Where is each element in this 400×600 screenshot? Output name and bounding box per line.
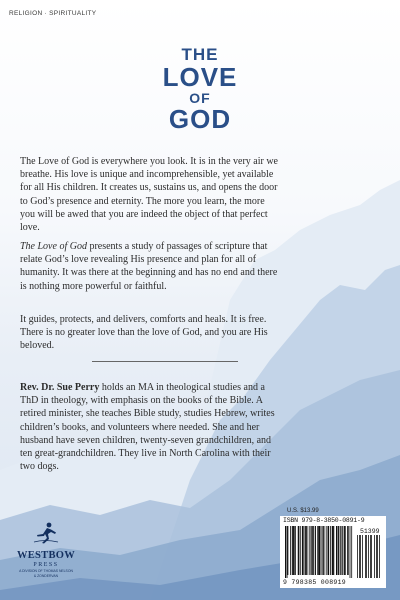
barcode-bar xyxy=(326,526,327,575)
barcode-bar xyxy=(309,526,310,575)
barcode-addon-bar xyxy=(357,535,358,578)
barcode-bar xyxy=(347,526,348,575)
publisher-name: WESTBOW xyxy=(16,550,76,561)
publisher-tagline-2: & ZONDERVAN xyxy=(33,574,59,579)
book-title-italic: The Love of God xyxy=(20,241,87,252)
barcode-bar xyxy=(330,526,331,575)
barcode-bar xyxy=(305,526,306,575)
author-bio-text: holds an MA in theological studies and a ThD in theology, with emphasis on the books of the Bible. A retired minister, she teaches Bible study, studies Hebrew, writes children’s books, and volunteers where needed. She and her husband have seven children, twenty-seven grandchildren, and ten great-grandchildren. They live in North Carolina with their two dogs. xyxy=(20,382,275,473)
barcode-bar xyxy=(340,526,341,575)
description-paragraph-2-text: presents a study of passages of scripture that relate God’s love revealing His presence and plan for all of humanity. It was there at the beginning and has no end and there is nothing more powerful or faithful. xyxy=(20,241,278,292)
price-code: 51399 xyxy=(360,528,380,535)
isbn-barcode xyxy=(280,516,386,588)
barcode-bar xyxy=(321,526,322,575)
publisher-tagline-1: A DIVISION OF THOMAS NELSON xyxy=(19,569,73,573)
barcode-bar xyxy=(313,526,314,575)
barcode-addon-bar xyxy=(371,535,372,578)
barcode-bar xyxy=(317,526,318,575)
barcode-bar xyxy=(300,526,301,575)
barcode-bar xyxy=(312,526,313,575)
barcode-bars xyxy=(283,526,383,578)
barcode-bar xyxy=(342,526,343,575)
barcode-addon-bar xyxy=(362,535,363,578)
barcode-bar xyxy=(344,526,345,575)
publisher-press: PRESS xyxy=(33,562,59,568)
isbn-text: ISBN 979-8-3850-0891-9 xyxy=(283,517,365,524)
runner-logo-icon xyxy=(32,522,60,544)
title-line-love: LOVE xyxy=(162,62,238,92)
barcode-bar xyxy=(299,526,300,575)
barcode-addon-bar xyxy=(377,535,378,578)
barcode-bar xyxy=(306,526,307,575)
barcode-number: 9 798385 008919 xyxy=(283,579,347,586)
barcode-bar xyxy=(339,526,340,575)
barcode-addon-bar xyxy=(374,535,375,578)
barcode-bar xyxy=(319,526,320,575)
barcode-bar xyxy=(311,526,312,575)
barcode-bar xyxy=(303,526,304,575)
category-label: RELIGION · SPIRITUALITY xyxy=(9,10,97,17)
description-paragraph-1: The Love of God is everywhere you look. It is in the very air we breathe. His love is unique and incomprehensible, yet available for all His children. It creates us, sustains us, and opens the door to God’s presence and eternity. The more you learn, the more you will be awed that you are indeed the object of that perfect love. xyxy=(20,156,278,234)
barcode-addon-bar xyxy=(365,535,366,578)
barcode-bar xyxy=(323,526,324,575)
barcode-bar xyxy=(333,526,334,575)
book-title xyxy=(0,46,400,132)
title-line-of: OF xyxy=(189,90,211,106)
barcode-bar xyxy=(348,526,349,575)
barcode-addon-bar xyxy=(360,535,361,578)
barcode-addon-bar xyxy=(379,535,380,578)
description-paragraph-3: It guides, protects, and delivers, comforts and heals. It is free. There is no greater love than the love of God, and you are His beloved. xyxy=(20,314,268,352)
description-paragraph-2 xyxy=(20,240,278,293)
barcode-bar xyxy=(294,526,295,575)
barcode-bar xyxy=(350,526,351,578)
barcode-bar xyxy=(292,526,293,575)
barcode-bar xyxy=(315,526,316,575)
price-label: U.S. $13.99 xyxy=(287,508,319,514)
barcode-bar xyxy=(295,526,296,575)
barcode-bar xyxy=(338,526,339,575)
barcode-addon-bar xyxy=(359,535,360,578)
barcode-bar xyxy=(305,526,306,575)
barcode-bar xyxy=(328,526,329,575)
barcode-bar xyxy=(333,526,334,575)
author-bio xyxy=(20,381,282,473)
barcode-bar xyxy=(318,526,319,575)
barcode-bar xyxy=(351,526,352,578)
section-divider xyxy=(92,361,238,362)
barcode-bar xyxy=(287,526,288,578)
publisher-logo xyxy=(14,522,78,578)
barcode-bar xyxy=(288,526,289,575)
barcode-bar xyxy=(285,526,286,578)
barcode-bar xyxy=(336,526,337,575)
barcode-bar xyxy=(345,526,346,575)
barcode-addon-bar xyxy=(376,535,377,578)
title-line-the: THE xyxy=(181,45,219,64)
barcode-addon-bar xyxy=(368,535,369,578)
author-name: Rev. Dr. Sue Perry xyxy=(20,382,100,393)
title-line-god: GOD xyxy=(168,104,232,134)
barcode-bar xyxy=(322,526,323,575)
barcode-addon-bar xyxy=(370,535,371,578)
barcode-addon-bar xyxy=(366,535,367,578)
barcode-bar xyxy=(290,526,291,575)
barcode-bar xyxy=(293,526,294,575)
